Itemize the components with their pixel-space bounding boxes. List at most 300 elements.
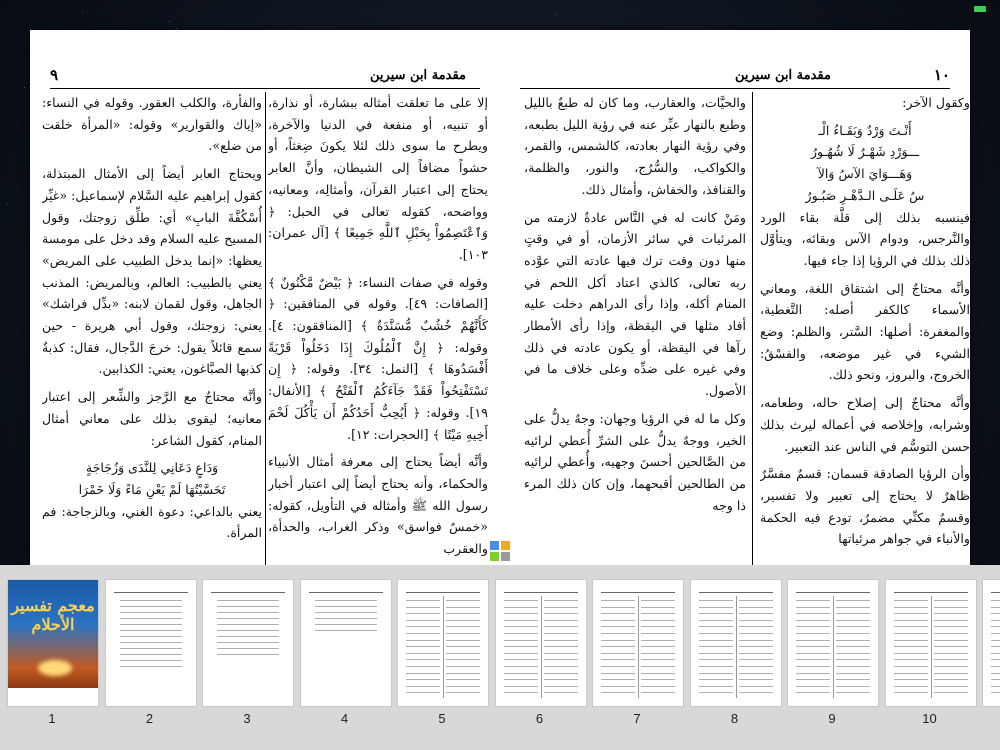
thumb-text-line: [406, 626, 440, 627]
thumb-text-line: [601, 692, 635, 693]
thumb-text-line: [544, 640, 578, 641]
thumb-text-line: [446, 673, 480, 674]
thumb-text-line: [504, 646, 538, 647]
thumb-text-line: [894, 646, 928, 647]
verse-line: تَحَسَّيْتُهَا لَمْ يَعْنِ مَاءً وَلَا خَمْرَا: [78, 481, 226, 497]
thumb-header-rule: [699, 592, 773, 593]
thumb-text-line: [934, 692, 968, 693]
thumb-text-line: [641, 633, 675, 634]
thumb-text-line: [120, 630, 182, 631]
thumb-text-line: [699, 679, 733, 680]
thumb-text-line: [601, 673, 635, 674]
thumb-text-line: [544, 692, 578, 693]
view-toggle-icon[interactable]: [490, 541, 510, 561]
page-thumbnail[interactable]: [787, 579, 879, 707]
thumb-text-line: [894, 673, 928, 674]
thumb-text-line: [796, 653, 830, 654]
thumb-text-line: [446, 607, 480, 608]
cover-title: معجم تفسير الأحلام: [11, 596, 95, 634]
thumb-text-line: [544, 626, 578, 627]
thumb-text-line: [641, 613, 675, 614]
thumb-text-line: [544, 613, 578, 614]
text-paragraph: فينسبه بذلك إلى قلَّة بقاء الورد والنَّرجس، ودوام الآس وبقائه، ويتأوَّل ذلك بذلك في الرؤيا إذا جاء فيها.: [760, 209, 970, 268]
thumb-text-line: [217, 600, 279, 601]
thumb-text-line: [796, 620, 830, 621]
thumb-text-line: [446, 646, 480, 647]
thumbnail-page-label: 9: [828, 711, 836, 726]
thumb-text-line: [991, 613, 1000, 614]
thumb-text-line: [504, 659, 538, 660]
thumb-text-line: [699, 633, 733, 634]
thumb-column-divider: [833, 596, 834, 698]
thumb-text-line: [504, 633, 538, 634]
thumbnail-page-label: 8: [730, 711, 739, 726]
thumb-text-line: [446, 659, 480, 660]
text-paragraph: والفأرة، والكلب العقور. وقوله في النساء: «إياك والقوارير» وقوله: «المرأة خلقت من ضلع».: [42, 95, 262, 154]
thumb-text-line: [934, 666, 968, 667]
thumb-text-line: [406, 666, 440, 667]
thumb-text-line: [934, 686, 968, 687]
thumbnail-page-label: 3: [243, 711, 251, 726]
thumb-text-line: [699, 607, 733, 608]
thumb-text-line: [739, 626, 773, 627]
text-paragraph: ويحتاج العابر أيضاً إلى الأمثال المبتذلة، كقول إبراهيم عليه السَّلام لإسماعيل: «غيِّر أُسْكُفَّةَ البابِ» أي: طلِّق زوجتك، وقول المسيح عليه السلام وقد دخل على مومسة يعظها: «إنما يدخل الطبيب على المريض» يعني بالطبيب: العالم، وبالمريض: المذنب الجاهل، وقول لقمان لابنه: «بدِّل فراشك» يعني: زوجتك، وقول أبي هريرة - حين سمع قائلاً يقول: خرجَ الدَّجال، فقال: كذبةٌ كذبها الصبَّاغون، يعني: الكذابين.: [42, 166, 262, 377]
thumb-text-line: [934, 653, 968, 654]
thumb-text-line: [836, 653, 870, 654]
thumb-text-line: [836, 646, 870, 647]
thumb-header-rule: [309, 592, 383, 593]
thumb-text-line: [641, 686, 675, 687]
thumb-text-line: [894, 600, 928, 601]
thumb-text-line: [991, 692, 1000, 693]
page-thumbnail[interactable]: [885, 579, 977, 707]
thumb-text-line: [601, 646, 635, 647]
thumb-text-line: [836, 659, 870, 660]
thumb-text-line: [641, 620, 675, 621]
page-thumbnail[interactable]: [397, 579, 489, 707]
thumb-text-line: [406, 607, 440, 608]
thumb-text-line: [446, 666, 480, 667]
thumb-text-line: [641, 659, 675, 660]
verse-line: سُ عَلَـى الـدَّهْـرِ صَبُـورُ: [805, 187, 925, 203]
thumb-header-rule: [894, 592, 968, 593]
thumb-text-line: [699, 626, 733, 627]
thumb-text-line: [406, 679, 440, 680]
thumb-text-line: [739, 653, 773, 654]
thumb-text-line: [446, 613, 480, 614]
thumbnail-page-label: 5: [438, 711, 446, 726]
thumb-text-line: [446, 620, 480, 621]
thumb-text-line: [406, 692, 440, 693]
thumb-text-line: [446, 686, 480, 687]
thumb-text-line: [601, 633, 635, 634]
thumb-text-line: [601, 640, 635, 641]
thumb-text-line: [991, 620, 1000, 621]
thumb-text-line: [641, 679, 675, 680]
thumb-text-line: [836, 679, 870, 680]
thumb-text-line: [641, 640, 675, 641]
thumb-text-line: [601, 679, 635, 680]
thumb-text-line: [217, 606, 279, 607]
text-column-right: [760, 92, 970, 565]
thumb-text-line: [315, 612, 377, 613]
thumb-text-line: [739, 686, 773, 687]
thumb-text-line: [406, 640, 440, 641]
page-thumbnail[interactable]: [592, 579, 684, 707]
thumb-text-line: [446, 600, 480, 601]
thumb-text-line: [739, 620, 773, 621]
thumb-header-rule: [796, 592, 870, 593]
thumb-text-line: [406, 633, 440, 634]
thumb-text-line: [504, 673, 538, 674]
thumb-text-line: [544, 659, 578, 660]
thumb-text-line: [406, 600, 440, 601]
running-title: مقدمة ابن سيرين: [735, 68, 831, 83]
thumb-text-line: [796, 686, 830, 687]
thumb-header-rule: [211, 592, 285, 593]
thumb-text-line: [120, 636, 182, 637]
thumb-column-divider: [736, 596, 737, 698]
left-page[interactable]: [30, 30, 500, 565]
thumb-text-line: [544, 633, 578, 634]
thumb-text-line: [991, 666, 1000, 667]
thumb-text-line: [217, 636, 279, 637]
thumb-text-line: [836, 666, 870, 667]
thumb-text-line: [991, 646, 1000, 647]
thumb-text-line: [120, 606, 182, 607]
thumb-text-line: [544, 686, 578, 687]
thumb-text-line: [836, 620, 870, 621]
text-paragraph: إلا على ما تعلقت أمثاله ببشارة، أو نذارة، أو تنبيه، أو منفعة في الدنيا والآخرة، ويطرح ما سوى ذلك لئلا يكونَ ضِغثاً، أو حشواً مضافاً إلى الشيطان، وأنَّ العابر يحتاج إلى اعتبار القرآن، وأمثالِه، ومعانيه، وواضحه، كقوله تعالى في الحبل: ﴿ وَٱعْتَصِمُواْ بِحَبْلِ ٱللَّهِ جَمِيعًا ﴾ [آل عمران: ١٠٣].: [268, 95, 488, 262]
thumb-text-line: [739, 640, 773, 641]
thumb-text-line: [601, 653, 635, 654]
thumb-text-line: [544, 673, 578, 674]
thumb-text-line: [739, 692, 773, 693]
thumb-text-line: [796, 673, 830, 674]
thumb-text-line: [504, 600, 538, 601]
thumb-header-rule: [991, 592, 1000, 593]
thumb-text-line: [601, 686, 635, 687]
thumb-text-line: [699, 653, 733, 654]
thumb-header-rule: [504, 592, 578, 593]
text-column-left: [42, 92, 262, 565]
thumb-text-line: [315, 618, 377, 619]
thumb-text-line: [699, 686, 733, 687]
thumb-text-line: [601, 659, 635, 660]
thumb-text-line: [699, 659, 733, 660]
thumb-text-line: [991, 653, 1000, 654]
thumb-text-line: [796, 640, 830, 641]
page-thumbnail[interactable]: [105, 579, 197, 707]
thumb-text-line: [796, 607, 830, 608]
thumbnail-strip[interactable]: [0, 565, 1000, 750]
thumb-text-line: [836, 613, 870, 614]
thumb-text-line: [544, 607, 578, 608]
thumb-text-line: [796, 646, 830, 647]
thumb-column-divider: [638, 596, 639, 698]
text-column-left: [524, 92, 746, 565]
thumb-text-line: [641, 600, 675, 601]
thumb-text-line: [641, 646, 675, 647]
thumb-text-line: [934, 646, 968, 647]
thumb-text-line: [991, 607, 1000, 608]
thumb-text-line: [406, 686, 440, 687]
thumb-text-line: [796, 692, 830, 693]
thumb-text-line: [406, 673, 440, 674]
page-thumbnail[interactable]: [495, 579, 587, 707]
thumb-text-line: [641, 607, 675, 608]
thumb-text-line: [796, 659, 830, 660]
thumb-text-line: [641, 673, 675, 674]
thumb-text-line: [934, 600, 968, 601]
thumb-header-rule: [601, 592, 675, 593]
thumb-text-line: [504, 613, 538, 614]
thumb-text-line: [739, 659, 773, 660]
cover-sun: [38, 660, 72, 676]
view-toggle-tile: [490, 552, 499, 561]
thumb-text-line: [739, 666, 773, 667]
thumb-text-line: [991, 633, 1000, 634]
thumb-text-line: [544, 653, 578, 654]
page-header: [520, 66, 950, 89]
thumb-text-line: [991, 640, 1000, 641]
thumb-text-line: [544, 646, 578, 647]
thumb-text-line: [217, 642, 279, 643]
running-title: مقدمة ابن سيرين: [370, 68, 466, 83]
thumb-text-line: [894, 607, 928, 608]
thumb-text-line: [406, 653, 440, 654]
page-header: [50, 66, 480, 89]
thumb-text-line: [796, 600, 830, 601]
text-paragraph: وأنَّه محتاجٌ مع الرَّجز والشِّعر إلى اعتبار معانيه؛ ليقوى بذلك على معاني أمثال المنام، كقول الشاعر:: [42, 389, 262, 448]
text-paragraph: وكقول الآخر:: [902, 95, 970, 110]
verse-line: وَهَـــوَايَ الآسُ وَالآ: [817, 166, 913, 182]
thumb-text-line: [739, 633, 773, 634]
thumb-text-line: [504, 607, 538, 608]
thumb-text-line: [934, 640, 968, 641]
thumb-text-line: [894, 620, 928, 621]
thumb-text-line: [120, 624, 182, 625]
thumb-text-line: [601, 626, 635, 627]
thumb-text-line: [504, 653, 538, 654]
thumb-text-line: [504, 692, 538, 693]
page-number: ١٠: [933, 66, 950, 84]
thumbnail-page-label: 10: [922, 711, 937, 726]
thumb-text-line: [836, 626, 870, 627]
thumb-text-line: [836, 686, 870, 687]
text-paragraph: وقوله في صفات النساء: ﴿ بَيْضٌ مَّكْنُونٌ ﴾ [الصافات: ٤٩]. وقوله في المنافقين: ﴿ كَأَنَّهُمْ خُشُبٌ مُّسَنَّدَةٌ ﴾ [المنافقون: ٤]. وقوله: ﴿ إِنَّ ٱلْمُلُوكَ إِذَا دَخَلُواْ قَرْيَةً أَفْسَدُوهَا ﴾ [النمل: ٣٤]. وقوله: ﴿ إِن تَسْتَفْتِحُواْ فَقَدْ جَآءَكُمُ ٱلْفَتْحُ ﴾ [الأنفال: ١٩]. وقوله: ﴿ أَيُحِبُّ أَحَدُكُمْ أَن يَأْكُلَ لَحْمَ أَخِيهِ مَيْتًا ﴾ [الحجرات: ١٢].: [268, 274, 488, 442]
right-page[interactable]: [500, 30, 970, 565]
view-toggle-tile: [501, 552, 510, 561]
thumb-text-line: [120, 654, 182, 655]
page-thumbnail[interactable]: [7, 579, 99, 707]
thumb-text-line: [739, 600, 773, 601]
thumb-column-divider: [443, 596, 444, 698]
thumb-text-line: [601, 620, 635, 621]
thumb-text-line: [601, 607, 635, 608]
thumb-text-line: [894, 686, 928, 687]
thumb-text-line: [601, 600, 635, 601]
thumb-text-line: [934, 607, 968, 608]
thumbnail-page-label: 7: [633, 711, 641, 726]
verse-line: أَنْـتَ وَرْدٌ وَبَقَـاءُ الْـ: [818, 122, 912, 138]
text-column-right: [268, 92, 488, 565]
thumb-text-line: [406, 620, 440, 621]
thumb-text-line: [504, 666, 538, 667]
thumb-text-line: [836, 607, 870, 608]
text-paragraph: وأنَّه محتاجٌ إلى إصلاح حاله، وطعامه، وشرابه، وإخلاصه في أعماله ليرث بذلك حسن التوسُّم في الناس عند التعبير.: [760, 395, 970, 454]
thumb-text-line: [934, 633, 968, 634]
column-divider: [752, 92, 753, 565]
thumb-text-line: [934, 659, 968, 660]
thumb-text-line: [739, 646, 773, 647]
thumbnail-page-label: 4: [340, 711, 349, 726]
page-number: ٩: [50, 66, 59, 84]
thumb-text-line: [991, 600, 1000, 601]
text-paragraph: يعني بالداعي: دعوة الغني، وبالزجاجة: فم المرأة.: [42, 503, 262, 541]
text-paragraph: ومَنْ كانت له في النَّاس عادةٌ لازمته من المرئيات في سائر الأزمان، أو في وقتٍ منها دون وقت ترك فيها عادته التي عوَّده ربه تعالى، كالذي اعتاد أكل اللحم في المنام أكله، وإذا رأى الدراهم دخلت عليه أفاد مثلها في اليقظة، وإذا رأى الأمطار رآها في اليقظة، أو يكون عادته في ذلك وفي غيره على ضدِّه وعلى خلاف ما في الأصول.: [524, 209, 746, 399]
text-paragraph: وأنَّه أيضاً يحتاج إلى معرفة أمثال الأنبياء والحكماء، وأنه يحتاج أيضاً إلى اعتبار أخبار رسول الله ﷺ وأمثاله في التأويل، كقوله: «خمسٌ فواسق» وذكر الغراب، والحدأة، والعقرب: [268, 454, 488, 557]
thumb-column-divider: [541, 596, 542, 698]
verse-line: ـــوَرْدِ شَهْـرٌ لَا شُهُـورُ: [810, 144, 920, 160]
thumb-text-line: [894, 666, 928, 667]
thumb-text-line: [991, 626, 1000, 627]
thumb-text-line: [217, 618, 279, 619]
thumb-text-line: [120, 666, 182, 667]
thumb-text-line: [991, 679, 1000, 680]
thumbnail-page-label: 6: [535, 711, 544, 726]
thumb-text-line: [504, 679, 538, 680]
thumb-text-line: [699, 692, 733, 693]
thumb-text-line: [836, 673, 870, 674]
thumb-text-line: [699, 666, 733, 667]
thumb-text-line: [699, 673, 733, 674]
thumb-text-line: [699, 600, 733, 601]
thumb-text-line: [739, 607, 773, 608]
thumb-text-line: [894, 626, 928, 627]
thumb-header-rule: [114, 592, 188, 593]
page-spread: [30, 30, 970, 565]
thumb-text-line: [836, 692, 870, 693]
thumb-text-line: [504, 620, 538, 621]
thumb-text-line: [796, 613, 830, 614]
thumb-text-line: [991, 659, 1000, 660]
thumb-text-line: [217, 624, 279, 625]
thumb-text-line: [315, 624, 377, 625]
thumb-text-line: [836, 640, 870, 641]
thumb-text-line: [699, 620, 733, 621]
thumb-text-line: [934, 679, 968, 680]
text-paragraph: وكل ما له في الرؤيا وجهان: وجهٌ يدلُّ على الخير، ووجهٌ يدلُّ على الشرِّ أُعطي لرائيه من الصَّالحين أحسنَ وجهيه، وأُعطي لرائيه من الطالحين أقبحهما، وإن كان ذلك المرء ذا وجه: [524, 410, 746, 513]
thumb-text-line: [894, 613, 928, 614]
thumb-text-line: [120, 618, 182, 619]
page-thumbnail[interactable]: [982, 579, 1000, 707]
thumb-text-line: [544, 600, 578, 601]
text-paragraph: وأن الرؤيا الصادقة قسمان: قسمٌ مفسَّرٌ ظاهرٌ لا يحتاج إلى تعبير ولا تفسير، وقسمٌ مكنِّي مضمرٌ، تودع فيه الحكمة والأنباء في جواهر مرئياتها: [760, 466, 970, 547]
thumb-text-line: [836, 600, 870, 601]
thumb-text-line: [406, 613, 440, 614]
thumb-text-line: [217, 648, 279, 649]
cover-strip: [8, 688, 98, 706]
thumb-text-line: [699, 646, 733, 647]
thumb-text-line: [120, 648, 182, 649]
thumb-text-line: [544, 666, 578, 667]
thumb-text-line: [796, 633, 830, 634]
thumb-text-line: [446, 679, 480, 680]
thumb-text-line: [446, 633, 480, 634]
thumb-text-line: [544, 620, 578, 621]
thumb-text-line: [894, 659, 928, 660]
page-thumbnail[interactable]: [690, 579, 782, 707]
thumb-text-line: [315, 630, 377, 631]
thumb-text-line: [406, 646, 440, 647]
thumb-text-line: [315, 600, 377, 601]
verse-line: وَدَاعٍ دَعَانِي لِلنَّدَى وَزُجَاجَةٍ: [85, 460, 219, 476]
thumb-text-line: [894, 679, 928, 680]
column-divider: [265, 92, 266, 565]
thumb-text-line: [406, 659, 440, 660]
thumb-text-line: [120, 612, 182, 613]
view-toggle-tile: [501, 541, 510, 550]
thumb-text-line: [217, 654, 279, 655]
thumb-text-line: [315, 606, 377, 607]
thumb-text-line: [504, 686, 538, 687]
thumb-text-line: [446, 692, 480, 693]
text-paragraph: والحيَّات، والعقارب، وما كان له طبعٌ بالليل وطبع بالنهار عبِّر عنه في رؤية الليل بطبعه، وفي رؤية النهار بعادته، كالشمس، والقمر، والكواكب، والسُّرُج، والنور، والظلمة، والقنافذ، والخفاش، وأمثال ذلك.: [524, 95, 746, 197]
thumb-text-line: [120, 600, 182, 601]
thumb-column-divider: [931, 596, 932, 698]
thumb-text-line: [934, 620, 968, 621]
thumb-text-line: [120, 642, 182, 643]
thumb-text-line: [601, 613, 635, 614]
thumb-text-line: [894, 653, 928, 654]
thumb-text-line: [699, 640, 733, 641]
text-paragraph: وأنَّه محتاجٌ إلى اشتقاق اللغة، ومعاني الأسماء كالكفر أصله: التَّغطية، والمغفرة: أصلها: السَّتر، والظلم: وضع الشيء في غير موضعه، والفسْقُ: الخروج، والبروز، ونحو ذلك.: [760, 280, 970, 383]
thumb-text-line: [446, 653, 480, 654]
thumb-text-line: [544, 679, 578, 680]
thumb-text-line: [739, 673, 773, 674]
thumb-text-line: [217, 612, 279, 613]
thumb-text-line: [934, 673, 968, 674]
thumb-text-line: [641, 653, 675, 654]
thumb-text-line: [641, 626, 675, 627]
thumb-text-line: [641, 666, 675, 667]
thumb-text-line: [504, 640, 538, 641]
thumb-text-line: [934, 626, 968, 627]
thumb-text-line: [894, 640, 928, 641]
thumb-text-line: [934, 613, 968, 614]
thumb-header-rule: [406, 592, 480, 593]
thumb-text-line: [894, 692, 928, 693]
thumb-text-line: [446, 640, 480, 641]
thumb-text-line: [120, 660, 182, 661]
thumb-text-line: [836, 633, 870, 634]
page-thumbnail[interactable]: [202, 579, 294, 707]
thumbnail-page-label: 2: [145, 711, 154, 726]
view-toggle-tile: [490, 541, 499, 550]
thumb-text-line: [504, 626, 538, 627]
thumb-text-line: [991, 686, 1000, 687]
thumb-text-line: [796, 666, 830, 667]
thumb-text-line: [991, 673, 1000, 674]
thumb-text-line: [796, 626, 830, 627]
page-thumbnail[interactable]: [300, 579, 392, 707]
thumb-text-line: [446, 626, 480, 627]
thumb-text-line: [796, 679, 830, 680]
thumbnail-page-label: 1: [48, 711, 56, 726]
thumb-text-line: [601, 666, 635, 667]
thumb-text-line: [699, 613, 733, 614]
